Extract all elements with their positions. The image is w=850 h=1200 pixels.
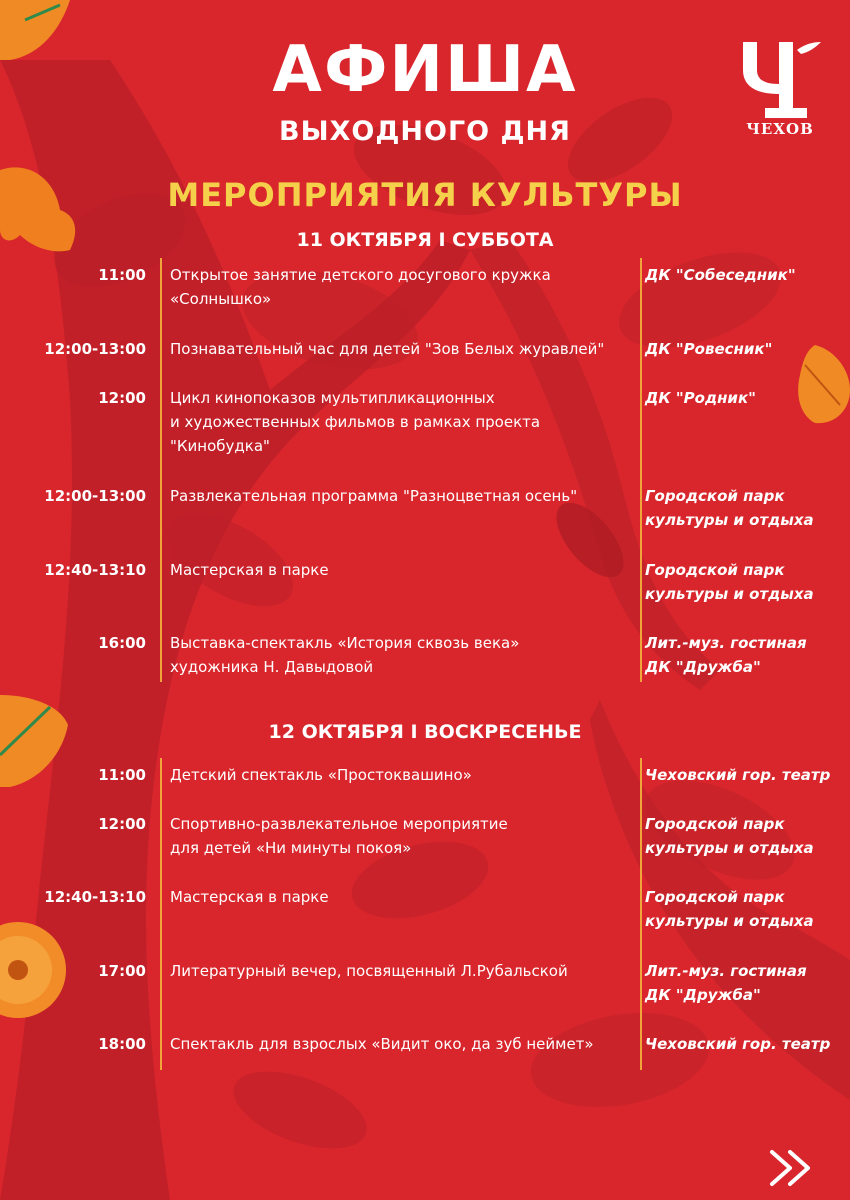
event-venue: Лит.-муз. гостиная ДК "Дружба" <box>645 634 807 676</box>
event-title: Мастерская в парке <box>170 561 329 579</box>
event-venue: Городской парк культуры и отдыха <box>645 815 814 857</box>
day-heading-sunday: 12 ОКТЯБРЯ I ВОСКРЕСЕНЬЕ <box>268 721 582 743</box>
event-title: Открытое занятие детского досугового кружка «Солнышко» <box>170 266 551 308</box>
event-title: Детский спектакль «Простоквашино» <box>170 766 472 784</box>
event-venue: ДК "Собеседник" <box>645 266 796 284</box>
event-time: 11:00 <box>98 766 146 784</box>
event-time: 12:00 <box>98 389 146 407</box>
event-venue: Чеховский гор. театр <box>645 1035 831 1053</box>
section-title: МЕРОПРИЯТИЯ КУЛЬТУРЫ <box>167 176 683 214</box>
event-venue: Городской парк культуры и отдыха <box>645 561 814 603</box>
event-time: 11:00 <box>98 266 146 284</box>
logo-text: ЧЕХОВ <box>746 120 814 138</box>
event-time: 18:00 <box>98 1035 146 1053</box>
event-time: 12:40-13:10 <box>44 561 146 579</box>
event-title: Развлекательная программа "Разноцветная осень" <box>170 487 578 505</box>
column-divider <box>640 758 642 1070</box>
event-title: Познавательный час для детей "Зов Белых журавлей" <box>170 340 605 358</box>
poster-title: АФИША <box>272 33 578 107</box>
day-heading-saturday: 11 ОКТЯБРЯ I СУББОТА <box>296 229 554 251</box>
event-time: 12:00-13:00 <box>44 340 146 358</box>
event-time: 12:00 <box>98 815 146 833</box>
event-venue: Лит.-муз. гостиная ДК "Дружба" <box>645 962 807 1004</box>
event-time: 17:00 <box>98 962 146 980</box>
column-divider <box>160 258 162 682</box>
event-venue: Городской парк культуры и отдыха <box>645 487 814 529</box>
event-venue: ДК "Родник" <box>645 389 756 407</box>
event-title: Спектакль для взрослых «Видит око, да зуб неймет» <box>170 1035 594 1053</box>
event-title: Спортивно-развлекательное мероприятие для детей «Ни минуты покоя» <box>170 815 508 857</box>
event-time: 12:00-13:00 <box>44 487 146 505</box>
event-title: Литературный вечер, посвященный Л.Рубальской <box>170 962 568 980</box>
event-title: Мастерская в парке <box>170 888 329 906</box>
event-venue: Городской парк культуры и отдыха <box>645 888 814 930</box>
event-time: 16:00 <box>98 634 146 652</box>
event-title: Цикл кинопоказов мультипликационных и художественных фильмов в рамках проекта "Кинобудка" <box>170 389 541 455</box>
poster-subtitle: ВЫХОДНОГО ДНЯ <box>279 116 571 147</box>
event-venue: ДК "Ровесник" <box>645 340 773 358</box>
column-divider <box>640 258 642 682</box>
double-chevron-right-icon[interactable] <box>768 1148 816 1188</box>
column-divider <box>160 758 162 1070</box>
event-title: Выставка-спектакль «История сквозь века» художника Н. Давыдовой <box>170 634 520 676</box>
event-time: 12:40-13:10 <box>44 888 146 906</box>
event-venue: Чеховский гор. театр <box>645 766 831 784</box>
